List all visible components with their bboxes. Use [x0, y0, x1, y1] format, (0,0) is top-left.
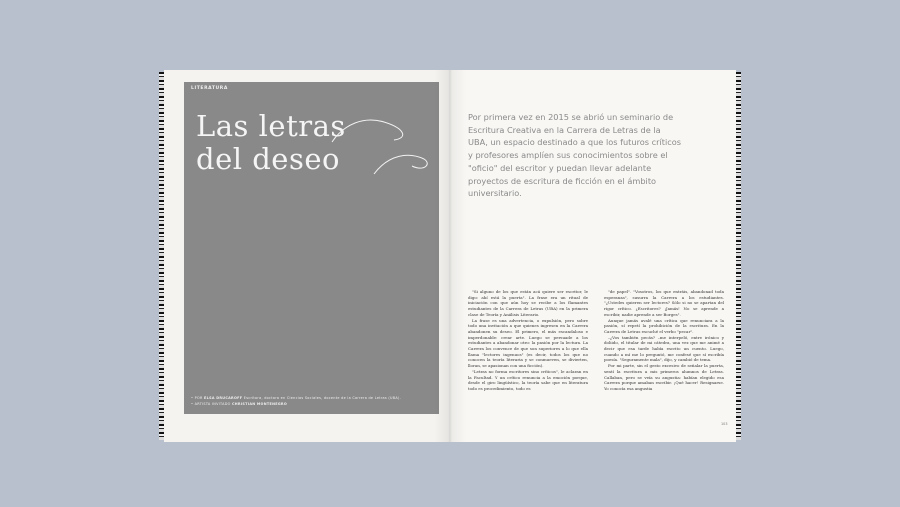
page-edge-right: [736, 72, 741, 440]
body-paragraph: "Si alguno de los que están acá quiere ser escritor, le digo: ahí está la puerta". La frase era un ritual de iniciación con que aún hoy se recibe a los flamantes estudiantes de la Carrera de Letras (UBA) en la primera clase de Teoría y Análisis Literario.: [468, 289, 588, 317]
left-page: [164, 70, 450, 442]
credit-artist-row: [191, 401, 431, 407]
right-page: [450, 70, 736, 442]
credit-artist-prefix: • ARTISTA INVITADO: [191, 402, 231, 406]
credit-author-prefix: • POR: [191, 396, 203, 400]
credit-author-name: ELSA DRUCAROFF: [204, 396, 243, 400]
credit-artist-name: CHRISTIAN MONTENEGRO: [232, 402, 288, 406]
body-paragraph: "de papel". "Vosotros, los que entráis, abandonad toda esperanza", susurra la Carrera a los estudiantes. "¿Ustedes quieren ser lectores? Sólo si no se apartan del rigor crítico. ¿Escritores? ¡Jamás! No se aprende a escribir, nadie aprende a ser Borges".: [604, 289, 724, 317]
page-number: 103: [721, 422, 728, 426]
credit-author-role: Escritora, doctora en Ciencias Sociales, docente de la Carrera de Letras (UBA).: [243, 396, 402, 400]
body-column-2: [604, 289, 724, 392]
body-paragraph: La frase es una advertencia, o expulsión, pero sobre todo una invitación a que quienes ingresen en la Carrera abandonen su deseo. El primero, el más escandaloso e imperdonable: crear arte. Luego se persuade a los estudiantes a abandonar otro: la pasión por la lectura. La Carrera los convence de que son superiores a lo que ella llama "lectores ingenuos" (es decir, todos los que no conocen la teoría literaria y se conmueven, se divierten, lloran, se apasionan con una ficción).: [468, 317, 588, 369]
title-flourish-ornament: [274, 114, 434, 184]
body-column-1: [468, 289, 588, 392]
section-label: LITERATURA: [191, 86, 228, 91]
magazine-spread: [164, 70, 736, 442]
body-paragraph: –¿Vos también pecás? –me interpeló, entre irónico y doliido, el titular de mi cátedra, una vez que me animé a decir que esa tarde había escrito un cuento. Luego, cuando a mí me lo preguntó, me confesé que sí escribía poesía. "Seguramente mala", dijo, y cambió de tema.: [604, 334, 724, 363]
intro-paragraph: Por primera vez en 2015 se abrió un seminario de Escritura Creativa en la Carrera de Letras de la UBA, un espacio destinado a que los futuros críticos y profesores amplíen sus conocimientos sobre el "oficio" del escritor y puedan llevar adelante proyectos de escritura de ficción en el ámbito universitario.: [468, 112, 682, 199]
title-panel: [184, 82, 439, 414]
article-credits: [191, 395, 431, 407]
title-line-2: del deseo: [196, 142, 340, 176]
body-paragraph: Por mi parte, sin el gesto excesivo de señalar la puerta, sentí la escritura a mis primeros alumnos de Letras. Callaban, pero se veía su angustia: habían elegido esa Carrera porque amaban escribir. ¡Qué hacer! Resignarse. Yo conocía esa angustia: [604, 363, 724, 391]
title-line-1: Las letras: [196, 109, 346, 143]
body-paragraph: "Letras no forma escritores sino críticos", le aclaran en la Facultad. Y un crítico renuncia a la emoción porque, desde el giro lingüístico, la teoría sabe que en literatura todo es procedimiento, todo es: [468, 368, 588, 391]
body-paragraph: Aunque jamás avalé una crítica que renunciara a la pasión, sí repetí la prohibición de la escritura. En la Carrera de Letras escuché el verbo "pecar".: [604, 317, 724, 334]
